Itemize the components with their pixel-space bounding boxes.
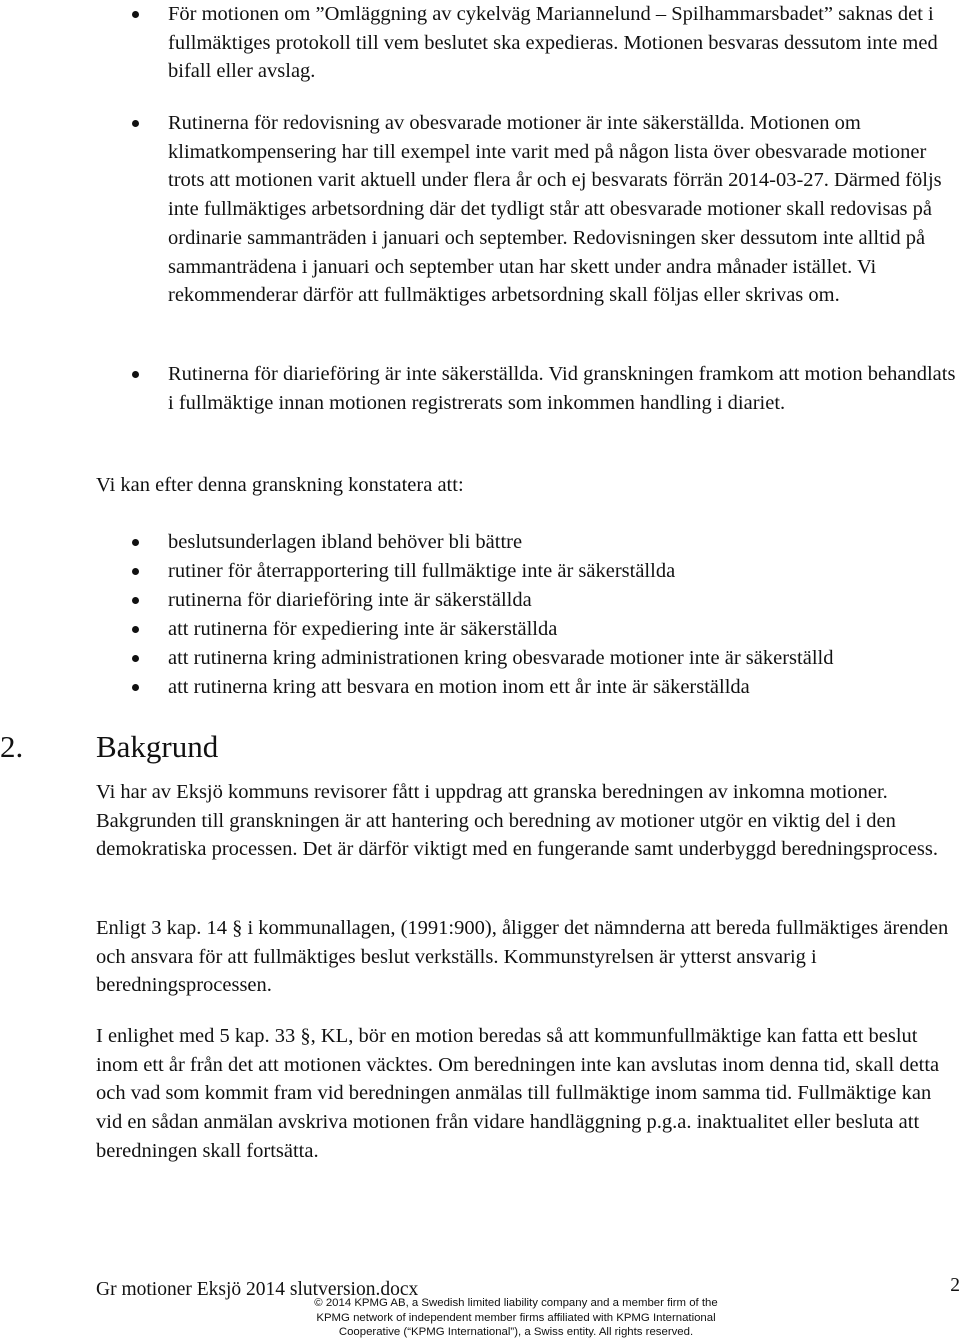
background-paragraph: I enlighet med 5 kap. 33 §, KL, bör en motion beredas så att kommunfullmäktige kan fatta ett beslut inom ett år från det att motionen väcktes. Om beredningen inte kan avslutas inom denna tid, skall detta och vad som kommit fram vid beredningen anmälas till fullmäktige inom samma tid. Fullmäktige kan vid en sådan anmälan avskriva motionen från vidare handläggning p.g.a. inaktualitet eller besluta att beredningen skall fortsätta. — [96, 1025, 940, 1162]
footer-legal-notice: © 2014 KPMG AB, a Swedish limited liability company and a member firm of the KPMG network of independent member firms affiliated with KPMG International Cooperative (“KPMG International”), a Swiss entity. All rights reserved. — [314, 1297, 718, 1339]
list-item: att rutinerna för expediering inte är säkerställda — [168, 618, 558, 640]
bullet-icon — [132, 568, 139, 575]
background-paragraph: Enligt 3 kap. 14 § i kommunallagen, (1991:900), åligger det nämnderna att bereda fullmäktiges ärenden och ansvara för att fullmäktiges beslut verkställs. Kommunstyrelsen är ytterst ansvarig i beredningsprocessen. — [96, 917, 949, 997]
list-item: beslutsunderlagen ibland behöver bli bättre — [168, 531, 523, 553]
conclusion-intro: Vi kan efter denna granskning konstatera att: — [96, 474, 464, 496]
bullet-icon — [132, 120, 139, 127]
bullet-icon — [132, 626, 139, 633]
bullet-icon — [132, 597, 139, 604]
section-number: 2. — [0, 729, 24, 764]
bullet-icon — [132, 539, 139, 546]
footer-file-name: Gr motioner Eksjö 2014 slutversion.docx — [96, 1279, 419, 1300]
section-title: Bakgrund — [96, 729, 219, 764]
section-heading — [0, 728, 218, 766]
list-item: att rutinerna kring administrationen kring obesvarade motioner inte är säkerställd — [168, 647, 834, 669]
bullet-icon — [132, 11, 139, 18]
finding-obesvarade: Rutinerna för redovisning av obesvarade motioner är inte säkerställda. Motionen om klimatkompensering har till exempel inte varit med på någon lista över obesvarade motioner trots att motionen varit aktuell under flera år och ej besvarats förrän 2014-03-27. Därmed följs inte fullmäktiges arbetsordning där det tydligt står att obesvarade motioner skall redovisas på ordinarie sammanträden i januari och september. Redovisningen sker dessutom inte alltid på sammanträdena i januari och september utan har skett under andra månader istället. Vi rekommenderar därför att fullmäktiges arbetsordning skall följas eller skrivas om. — [168, 112, 942, 307]
bullet-icon — [132, 655, 139, 662]
page-number: 2 — [950, 1275, 960, 1296]
list-item: att rutinerna kring att besvara en motion inom ett år inte är säkerställda — [168, 676, 750, 698]
list-item: rutinerna för diarieföring inte är säkerställda — [168, 589, 532, 611]
finding-diarieforing: Rutinerna för diarieföring är inte säkerställda. Vid granskningen framkom att motion behandlats i fullmäktige innan motionen registrerats som inkommen handling i diariet. — [168, 363, 956, 414]
background-paragraph: Vi har av Eksjö kommuns revisorer fått i uppdrag att granska beredningen av inkomna motioner. Bakgrunden till granskningen är att hantering och beredning av motioner utgör en viktig del i den demokratiska processen. Det är därför viktigt med en fungerande samt underbyggd beredningsprocess. — [96, 781, 938, 861]
bullet-icon — [132, 371, 139, 378]
bullet-icon — [132, 684, 139, 691]
finding-expediering: För motionen om ”Omläggning av cykelväg Mariannelund – Spilhammarsbadet” saknas det i fullmäktiges protokoll till vem beslutet ska expedieras. Motionen besvaras dessutom inte med bifall eller avslag. — [168, 3, 938, 83]
list-item: rutiner för återrapportering till fullmäktige inte är säkerställda — [168, 560, 676, 582]
